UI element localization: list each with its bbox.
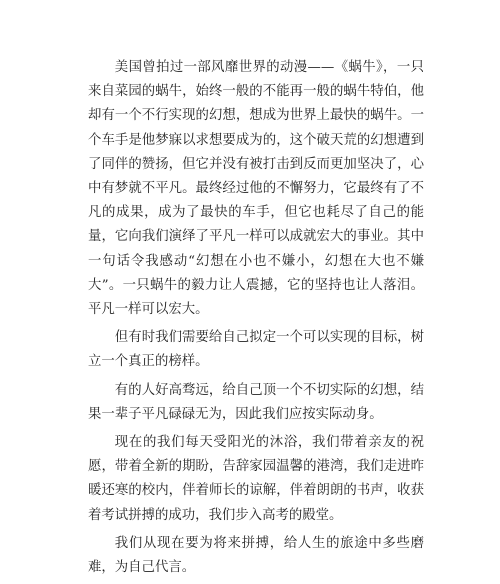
paragraph-2: 但有时我们需要给自己拟定一个可以实现的目标，树立一个真正的榜样。 [88,330,424,370]
paragraph-3: 有的人好高骛远，给自己顶一个不切实际的幻想，结果一辈子平凡碌碌无为，因此我们应按实际动身。 [88,382,424,422]
paragraph-4: 现在的我们每天受阳光的沐浴，我们带着亲友的祝愿，带着全新的期盼，告辞家园温馨的港湾，我们走进昨暖还寒的校内，伴着师长的谅解，伴着朗朗的书声，收获着考试拼搏的成功，我们步入高考的殿堂。 [88,435,424,523]
paragraph-1: 美国曾拍过一部风靡世界的动漫——《蜗牛》，一只来自菜园的蜗牛，始终一般的不能再一般的蜗牛特伯，他却有一个不行实现的幻想，想成为世界上最快的蜗牛。一个车手是他梦寐以求想要成为的，这个破天荒的幻想遭到了同伴的赞扬，但它并没有被打击到反而更加坚决了，心中有梦就不平凡。最终经过他的不懈努力，它最终有了不凡的成果，成为了最快的车手，但它也耗尽了自己的能量，它向我们演绎了平凡一样可以成就宏大的事业。其中一句话令我感动“幻想在小也不嫌小，幻想在大也不嫌大”。一只蜗牛的毅力让人震撼，它的坚持也让人落泪。平凡一样可以宏大。 [88,60,424,318]
document-body [88,56,424,584]
paragraph-5: 我们从现在要为将来拼搏，给人生的旅途中多些磨难，为自己代言。 [88,535,424,576]
